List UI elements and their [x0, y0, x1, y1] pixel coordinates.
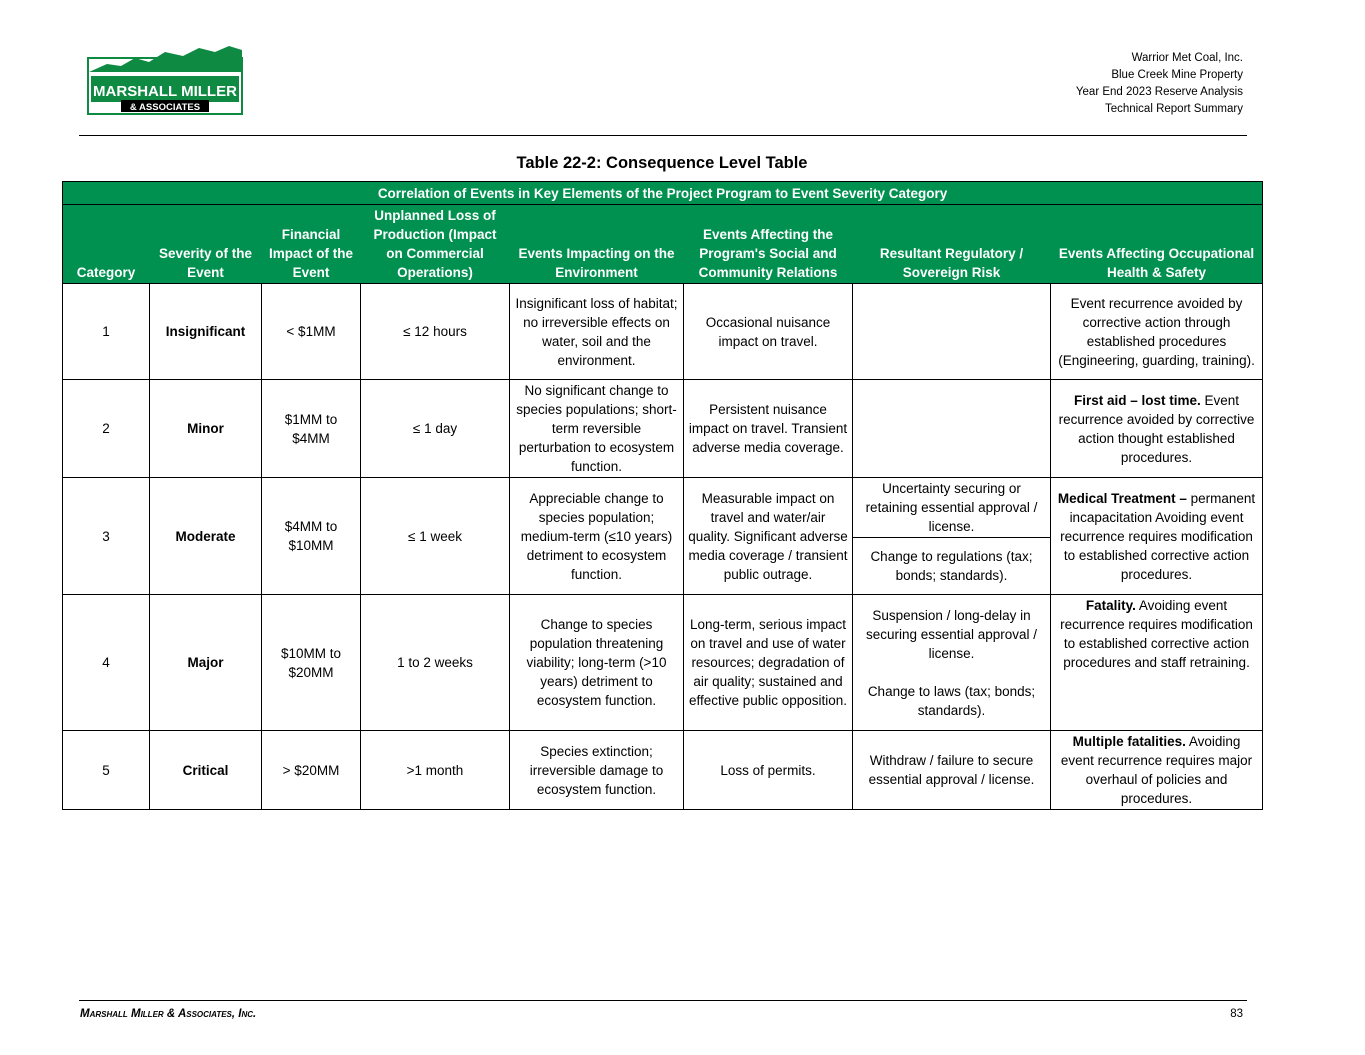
ohs-lead: Fatality. — [1085, 598, 1136, 613]
cell-severity: Insignificant — [150, 284, 262, 380]
cell-production: >1 month — [361, 731, 510, 810]
group-header: Correlation of Events in Key Elements of the Project Program to Event Severity Category — [63, 182, 1263, 205]
cell-environment: Insignificant loss of habitat; no irreversible effects on water, soil and the environment. — [510, 284, 684, 380]
cell-category: 2 — [63, 380, 150, 478]
consequence-table — [62, 181, 1263, 810]
cell-ohs — [1051, 380, 1263, 478]
logo-text-secondary: & ASSOCIATES — [129, 102, 201, 113]
cell-financial: $10MM to $20MM — [262, 595, 361, 731]
ohs-text: Event recurrence avoided by corrective action through established procedures (Engineering, guarding, training). — [1058, 295, 1255, 368]
cell-regulatory: Uncertainty securing or retaining essential approval / license. — [853, 478, 1051, 538]
table-row — [63, 595, 1263, 731]
cell-production: ≤ 1 day — [361, 380, 510, 478]
logo-text-primary: MARSHALL MILLER — [93, 83, 237, 100]
footer-company: Marshall Miller & Associates, Inc. — [80, 1008, 257, 1020]
header-analysis: Year End 2023 Reserve Analysis — [1075, 86, 1243, 98]
cell-ohs — [1051, 595, 1263, 731]
cell-environment: No significant change to species populations; short-term reversible perturbation to ecosystem function. — [510, 380, 684, 478]
ohs-lead: Multiple fatalities. — [1072, 734, 1186, 749]
cell-category: 4 — [63, 595, 150, 731]
cell-financial: > $20MM — [262, 731, 361, 810]
cell-environment: Species extinction; irreversible damage to ecosystem function. — [510, 731, 684, 810]
column-header: Events Affecting Occupational Health & Safety — [1051, 205, 1263, 284]
cell-production: ≤ 1 week — [361, 478, 510, 595]
ohs-text: Avoiding event recurrence requires major overhaul of policies and procedures. — [1060, 734, 1253, 806]
regulatory-line: Change to laws (tax; bonds; standards). — [867, 683, 1036, 718]
company-logo — [87, 44, 243, 116]
cell-social: Long-term, serious impact on travel and use of water resources; degradation of air quality; sustained and effective public opposition. — [684, 595, 853, 731]
cell-regulatory — [853, 380, 1051, 478]
ohs-text: permanent incapacitation Avoiding event recurrence requires modification to established corrective action procedures. — [1060, 490, 1256, 582]
table-caption: Table 22-2: Consequence Level Table — [516, 154, 808, 172]
column-header: Resultant Regulatory / Sovereign Risk — [853, 205, 1051, 284]
cell-ohs — [1051, 478, 1263, 595]
cell-severity: Moderate — [150, 478, 262, 595]
cell-category: 1 — [63, 284, 150, 380]
ohs-lead: First aid – lost time. — [1073, 392, 1201, 408]
column-header: Severity of the Event — [150, 205, 262, 284]
ohs-text: Avoiding event recurrence requires modification to established corrective action procedures and staff retraining. — [1060, 598, 1253, 670]
table-row — [63, 478, 1263, 538]
cell-severity: Critical — [150, 731, 262, 810]
header-report: Technical Report Summary — [1104, 103, 1243, 115]
cell-regulatory — [853, 595, 1051, 731]
table-row — [63, 284, 1263, 380]
column-header: Category — [63, 205, 150, 284]
cell-social: Measurable impact on travel and water/air quality. Significant adverse media coverage / transient public outrage. — [684, 478, 853, 595]
header-divider — [79, 135, 1247, 136]
cell-financial: < $1MM — [262, 284, 361, 380]
ohs-lead: Medical Treatment – — [1057, 490, 1187, 506]
cell-category: 3 — [63, 478, 150, 595]
cell-ohs — [1051, 284, 1263, 380]
header-info — [1076, 50, 1243, 118]
header-property: Blue Creek Mine Property — [1111, 69, 1243, 81]
table-row — [63, 380, 1263, 478]
cell-environment: Change to species population threatening viability; long-term (>10 years) detriment to ecosystem function. — [510, 595, 684, 731]
cell-production: 1 to 2 weeks — [361, 595, 510, 731]
column-header: Events Impacting on the Environment — [510, 205, 684, 284]
page-number: 83 — [1230, 1008, 1243, 1020]
column-header: Unplanned Loss of Production (Impact on Commercial Operations) — [361, 205, 510, 284]
column-header: Events Affecting the Program's Social and Community Relations — [684, 205, 853, 284]
cell-severity: Major — [150, 595, 262, 731]
cell-production: ≤ 12 hours — [361, 284, 510, 380]
footer-divider — [79, 1000, 1247, 1001]
cell-financial: $1MM to $4MM — [262, 380, 361, 478]
cell-ohs — [1051, 731, 1263, 810]
cell-social: Occasional nuisance impact on travel. — [684, 284, 853, 380]
column-header: Financial Impact of the Event — [262, 205, 361, 284]
cell-regulatory: Withdraw / failure to secure essential approval / license. — [853, 731, 1051, 810]
regulatory-line: Suspension / long-delay in securing essential approval / license. — [865, 607, 1038, 661]
table-row — [63, 731, 1263, 810]
cell-regulatory: Change to regulations (tax; bonds; standards). — [853, 538, 1051, 595]
ohs-text: Event recurrence avoided by corrective action thought established procedures. — [1058, 392, 1255, 465]
header-company: Warrior Met Coal, Inc. — [1131, 52, 1243, 64]
cell-regulatory — [853, 284, 1051, 380]
cell-financial: $4MM to $10MM — [262, 478, 361, 595]
cell-social: Loss of permits. — [684, 731, 853, 810]
cell-category: 5 — [63, 731, 150, 810]
cell-environment: Appreciable change to species population; medium-term (≤10 years) detriment to ecosystem function. — [510, 478, 684, 595]
cell-severity: Minor — [150, 380, 262, 478]
cell-social: Persistent nuisance impact on travel. Transient adverse media coverage. — [684, 380, 853, 478]
